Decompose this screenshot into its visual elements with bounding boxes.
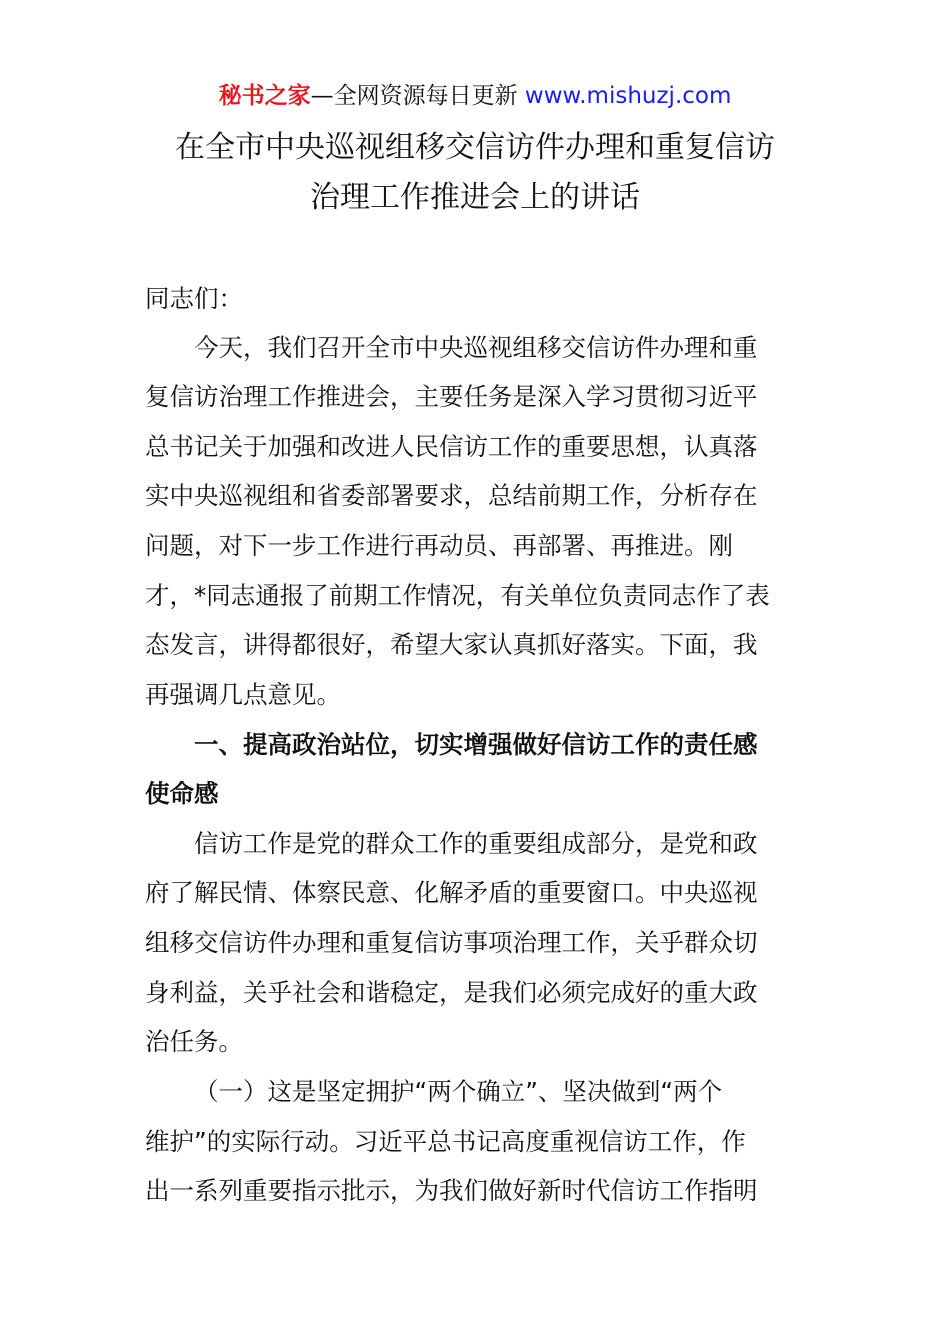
paragraph-line: 复信访治理工作推进会，主要任务是深入学习贯彻习近平	[145, 382, 758, 411]
site-url-link[interactable]: www.mishuzj.com	[524, 83, 732, 109]
brand-name: 秘书之家	[218, 83, 311, 109]
paragraph-line: 维护”的实际行动。习近平总书记高度重视信访工作，作	[145, 1127, 746, 1156]
paragraph-line: 态发言，讲得都很好，希望大家认真抓好落实。下面，我	[145, 630, 758, 659]
paragraph-line: 实中央巡视组和省委部署要求，总结前期工作，分析存在	[145, 481, 758, 510]
paragraph-line: 才，*同志通报了前期工作情况，有关单位负责同志作了表	[145, 581, 770, 610]
paragraph-line: 治任务。	[145, 1027, 243, 1056]
salutation: 同志们：	[145, 284, 243, 313]
site-header	[0, 80, 950, 112]
paragraph-line: 出一系列重要指示批示，为我们做好新时代信访工作指明	[145, 1176, 758, 1205]
paragraph-line: 府了解民情、体察民意、化解矛盾的重要窗口。中央巡视	[145, 878, 758, 907]
section-heading-line: 使命感	[145, 779, 219, 808]
paragraph-line: 再强调几点意见。	[145, 680, 341, 709]
document-title-line-1: 在全市中央巡视组移交信访件办理和重复信访	[175, 130, 775, 165]
header-tagline: —全网资源每日更新	[310, 83, 525, 109]
paragraph-line: 总书记关于加强和改进人民信访工作的重要思想，认真落	[145, 432, 758, 461]
paragraph-line: （一）这是坚定拥护“两个确立”、坚决做到“两个	[194, 1077, 723, 1106]
document-title-line-2: 治理工作推进会上的讲话	[310, 180, 640, 215]
paragraph-line: 信访工作是党的群众工作的重要组成部分，是党和政	[194, 829, 758, 858]
paragraph-line: 问题，对下一步工作进行再动员、再部署、再推进。刚	[145, 531, 733, 560]
paragraph-line: 今天，我们召开全市中央巡视组移交信访件办理和重	[194, 333, 758, 362]
paragraph-line: 组移交信访件办理和重复信访事项治理工作，关乎群众切	[145, 928, 758, 957]
section-heading-line: 一、提高政治站位，切实增强做好信访工作的责任感	[194, 730, 758, 759]
paragraph-line: 身利益，关乎社会和谐稳定，是我们必须完成好的重大政	[145, 978, 758, 1007]
